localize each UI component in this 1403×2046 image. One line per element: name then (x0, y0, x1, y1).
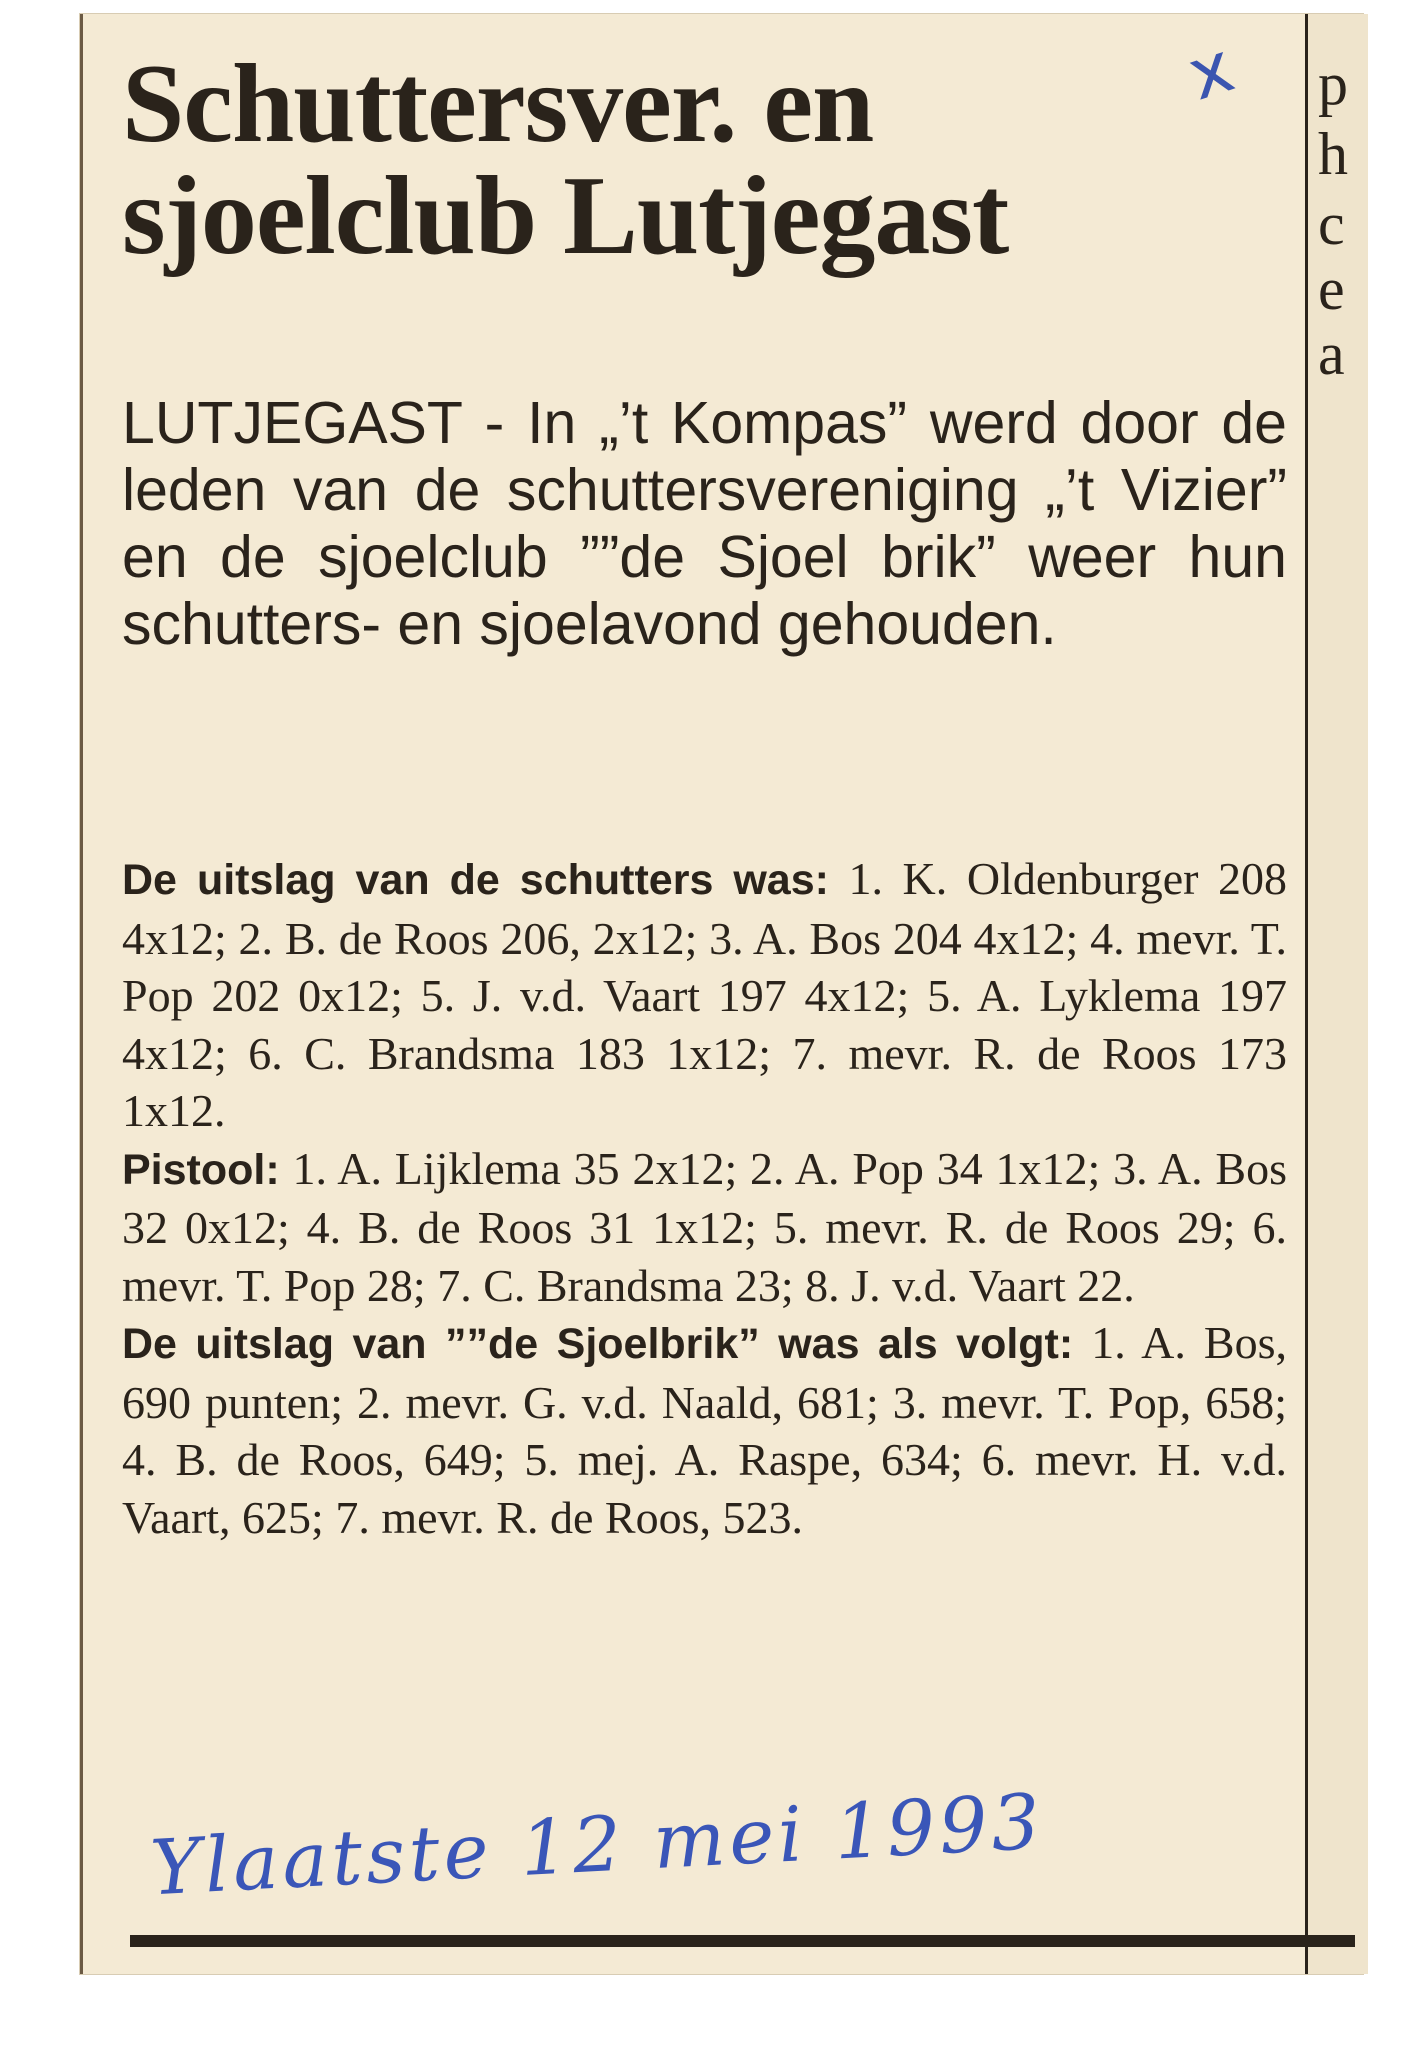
handwritten-date-note: Ylaatste 12 mei 1993 (148, 1776, 1046, 1913)
adjacent-letter: a (1318, 321, 1345, 387)
pistol-label: Pistool: (122, 1145, 280, 1194)
sjoel-label: De uitslag van ””de Sjoelbrik” was als volgt: (122, 1320, 1074, 1368)
sjoel-results (122, 1314, 1287, 1546)
adjacent-letter: c (1318, 191, 1345, 257)
headline-line-2: sjoelclub Lutjegast (122, 154, 1009, 278)
shooters-label: De uitslag van de schutters was: (122, 856, 829, 904)
handwritten-mark: x (1178, 25, 1244, 117)
adjacent-column-fragment (1305, 14, 1368, 1974)
article-lead (122, 390, 1287, 658)
lead-paragraph: LUTJEGAST - In „’t Kompas” werd door de leden van de schuttersvereniging „’t Vizier” en de sjoelclub ””de Sjoel brik” weer hun schutters- en sjoelavond gehouden. (122, 390, 1287, 657)
shooters-text: 1. K. Oldenburger 208 4x12; 2. B. de Roos 206, 2x12; 3. A. Bos 204 4x12; 4. mevr. T. Pop 202 0x12; 5. J. v.d. Vaart 197 4x12; 5. A. Lyklema 197 4x12; 6. C. Brandsma 183 1x12; 7. mevr. R. de Roos 173 1x12. (122, 853, 1287, 1136)
pistol-text: 1. A. Lijklema 35 2x12; 2. A. Pop 34 1x12; 3. A. Bos 32 0x12; 4. B. de Roos 31 1x12; 5. mevr. R. de Roos 29; 6. mevr. T. Pop 28; 7. C. Brandsma 23; 8. J. v.d. Vaart 22. (122, 1142, 1287, 1311)
pistol-results (122, 1140, 1287, 1315)
adjacent-letter: p (1318, 51, 1348, 117)
article-headline (122, 42, 1302, 278)
adjacent-letter: e (1318, 256, 1345, 322)
adjacent-letter: h (1318, 121, 1348, 187)
sjoel-text: 1. A. Bos, 690 punten; 2. mevr. G. v.d. Naald, 681; 3. mevr. T. Pop, 658; 4. B. de Roos, 649; 5. mej. A. Raspe, 634; 6. mevr. H. v.d. Vaart, 625; 7. mevr. R. de Roos, 523. (122, 1317, 1287, 1543)
shooters-results (122, 850, 1287, 1140)
headline-line-1: Schuttersver. en (122, 42, 874, 166)
article-results (122, 850, 1287, 1546)
bottom-divider (130, 1935, 1355, 1947)
